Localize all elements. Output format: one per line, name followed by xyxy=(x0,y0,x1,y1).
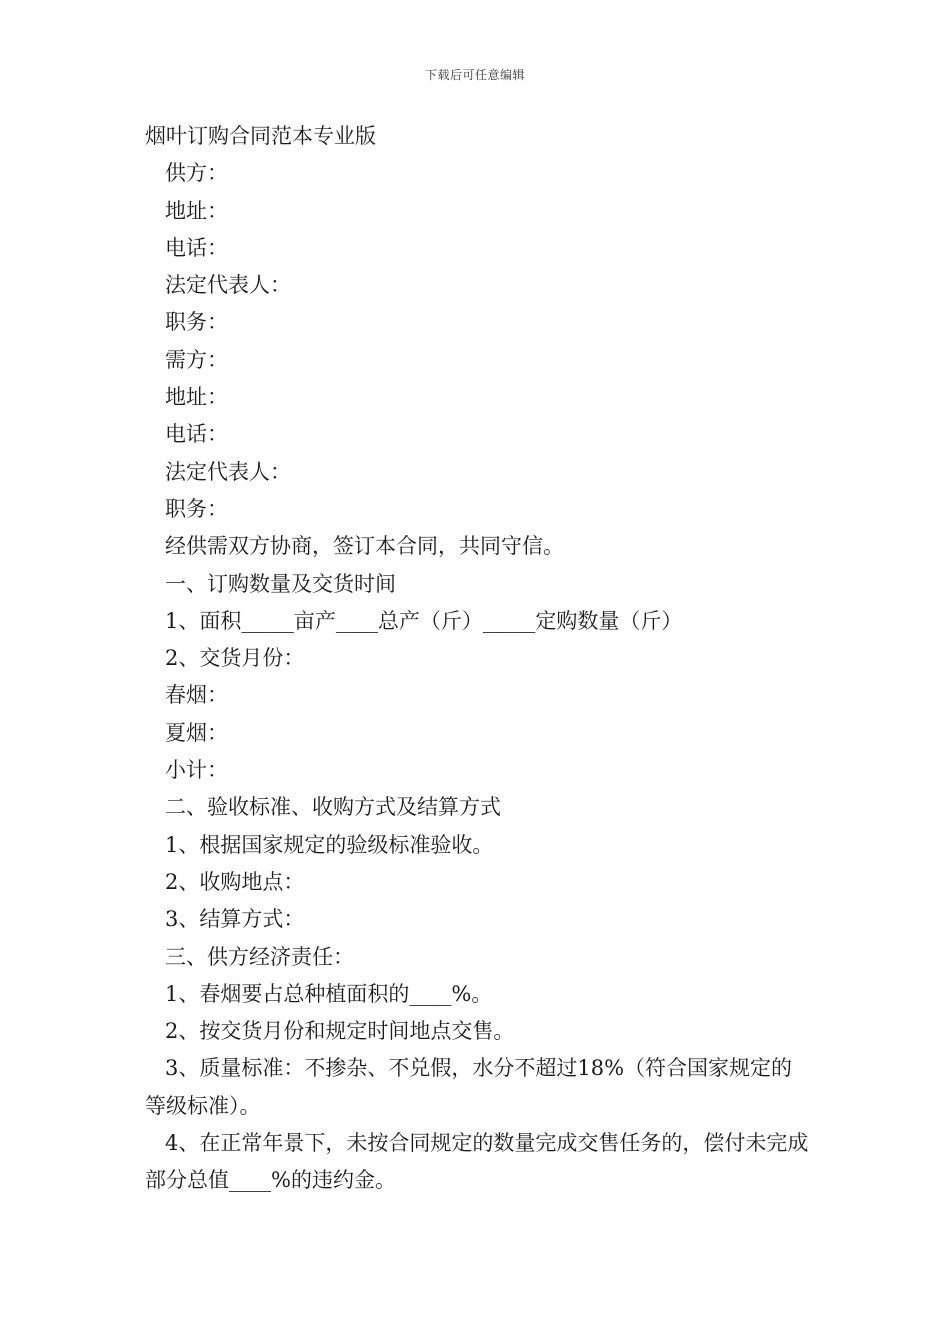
supplier-phone-label: 电话： xyxy=(165,235,228,260)
supplier-label: 供方： xyxy=(165,161,228,186)
buyer-legal-rep-label: 法定代表人： xyxy=(165,459,291,484)
agreement-statement: 经供需双方协商，签订本合同，共同守信。 xyxy=(165,534,564,559)
buyer-phone-label: 电话： xyxy=(165,422,228,447)
buyer-address-label: 地址： xyxy=(165,385,228,410)
summer-tobacco-label: 夏烟： xyxy=(165,720,228,745)
header-note: 下载后可任意编辑 xyxy=(424,68,525,82)
section-2-item-1: 1、根据国家规定的验级标准验收。 xyxy=(165,832,494,857)
subtotal-label: 小计： xyxy=(165,758,228,783)
section-3-heading: 三、供方经济责任： xyxy=(165,944,354,969)
buyer-position-label: 职务： xyxy=(165,496,228,521)
section-3-item-2: 2、按交货月份和规定时间地点交售。 xyxy=(165,1019,515,1044)
section-2-item-2: 2、收购地点： xyxy=(165,869,305,894)
section-3-item-4: 4、在正常年景下，未按合同规定的数量完成交售任务的，偿付未完成部分总值____%的违约金。 xyxy=(145,1131,809,1193)
section-1-item-1: 1、面积_____亩产____总产（斤）_____定购数量（斤） xyxy=(165,608,683,633)
section-2-item-3: 3、结算方式： xyxy=(165,907,305,932)
buyer-label: 需方： xyxy=(165,347,228,372)
contract-body xyxy=(145,118,810,1200)
document-title: 烟叶订购合同范本专业版 xyxy=(145,124,376,148)
supplier-legal-rep-label: 法定代表人： xyxy=(165,273,291,298)
section-3-item-1: 1、春烟要占总种植面积的____%。 xyxy=(165,981,493,1006)
spring-tobacco-label: 春烟： xyxy=(165,683,228,708)
section-2-heading: 二、验收标准、收购方式及结算方式 xyxy=(165,795,501,820)
supplier-address-label: 地址： xyxy=(165,198,228,223)
section-1-heading: 一、订购数量及交货时间 xyxy=(165,571,396,596)
section-3-item-3: 3、质量标准：不掺杂、不兑假，水分不超过18%（符合国家规定的等级标准）。 xyxy=(145,1056,793,1118)
supplier-position-label: 职务： xyxy=(165,310,228,335)
section-1-item-2: 2、交货月份： xyxy=(165,646,305,671)
